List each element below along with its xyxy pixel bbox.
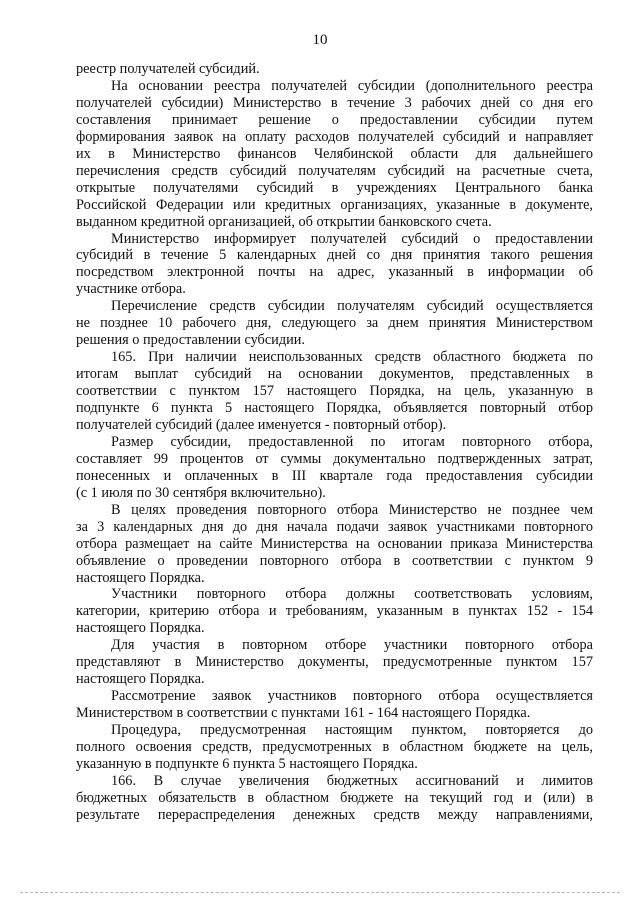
text-line: итогам выплат субсидий на основании документов, представленных в [76,366,593,383]
text-line: участнике отбора. [76,281,186,298]
text-line: Рассмотрение заявок участников повторного отбора осуществляется [111,688,593,705]
text-line: Перечисление средств субсидии получателям субсидий осуществляется [111,298,593,315]
text-line: их в Министерство финансов Челябинской области для дальнейшего [76,145,593,162]
text-line: (с 1 июля по 30 сентября включительно). [76,484,326,501]
text-line: не позднее 10 рабочего дня, следующего за днем принятия Министерством [76,315,593,332]
text-line: Министерство информирует получателей субсидий о предоставлении [111,230,593,247]
text-line: подпункте 6 пункта 5 настоящего Порядка, объявляется повторный отбор [76,400,593,416]
text-line: составления принимает решение о предоставлении субсидии путем [76,111,593,128]
text-line: указанную в подпункте 6 пункта 5 настоящего Порядка. [76,755,418,772]
text-line: Размер субсидии, предоставленной по итогам повторного отбора, [111,433,593,450]
text-line: за 3 календарных дня до дня начала подачи заявок участниками повторного [76,518,593,535]
text-line: открытые получателями субсидий в учреждениях Центрального банка [76,179,593,196]
text-line: выданном кредитной организацией, об открытии банковского счета. [76,213,492,230]
text-line: объявление о проведении повторного отбора в соответствии с пунктом 9 [76,552,593,569]
text-line: формирования заявок на оплату расходов получателей субсидий и направляет [76,128,593,145]
text-line: Для участия в повторном отборе участники повторного отбора [111,637,593,654]
text-line: решения о предоставлении субсидии. [76,332,305,349]
text-line: настоящего Порядка. [76,671,205,688]
text-line: понесенных и оплаченных в III квартале года предоставления субсидии [76,467,593,484]
text-line: Процедура, предусмотренная настоящим пунктом, повторяется до [111,722,593,739]
text-line: полного освоения средств, предусмотренных в областном бюджете на цель, [76,739,593,755]
text-line: отбора размещает на сайте Министерства на основании приказа Министерства [76,535,593,552]
text-line: настоящего Порядка. [76,620,205,637]
text-line: перечисления средств субсидий получателям субсидий на расчетные счета, [76,162,593,179]
text-line: настоящего Порядка. [76,569,205,586]
text-line: категории, критерию отбора и требованиям, указанным в пунктах 152 - 154 [76,603,593,620]
text-line: Российской Федерации или кредитных организациях, указанные в документе, [76,196,593,213]
text-line: 165. При наличии неиспользованных средств областного бюджета по [111,349,593,366]
text-line: реестр получателей субсидий. [76,61,260,77]
text-line: Министерством в соответствии с пунктами 161 - 164 настоящего Порядка. [76,705,531,722]
text-line: представляют в Министерство документы, предусмотренные пунктом 157 [76,654,593,671]
text-line: На основании реестра получателей субсидии (дополнительного реестра [111,77,593,94]
text-line: составляет 99 процентов от суммы документально подтвержденных затрат, [76,450,593,467]
text-line: результате перераспределения денежных средств между направлениями, [76,806,593,823]
text-line: субсидий в течение 5 календарных дней со дня принятия такого решения [76,247,593,264]
page-bottom-rule [20,892,620,893]
text-line: 166. В случае увеличения бюджетных ассигнований и лимитов [111,772,593,789]
text-line: посредством электронной почты на адрес, указанный в информации об [76,264,593,281]
text-line: В целях проведения повторного отбора Министерство не позднее чем [111,501,593,518]
text-line: Участники повторного отбора должны соответствовать условиям, [111,586,593,603]
text-line: соответствии с пунктом 157 настоящего Порядка, на цель, указанную в [76,383,593,400]
text-line: получателей субсидии) Министерство в течение 3 рабочих дней со дня его [76,94,593,111]
text-line: получателей субсидий (далее именуется - повторный отбор). [76,416,447,433]
text-line: бюджетных обязательств в областном бюджете на текущий год и (или) в [76,789,593,806]
page-number: 10 [312,32,328,48]
